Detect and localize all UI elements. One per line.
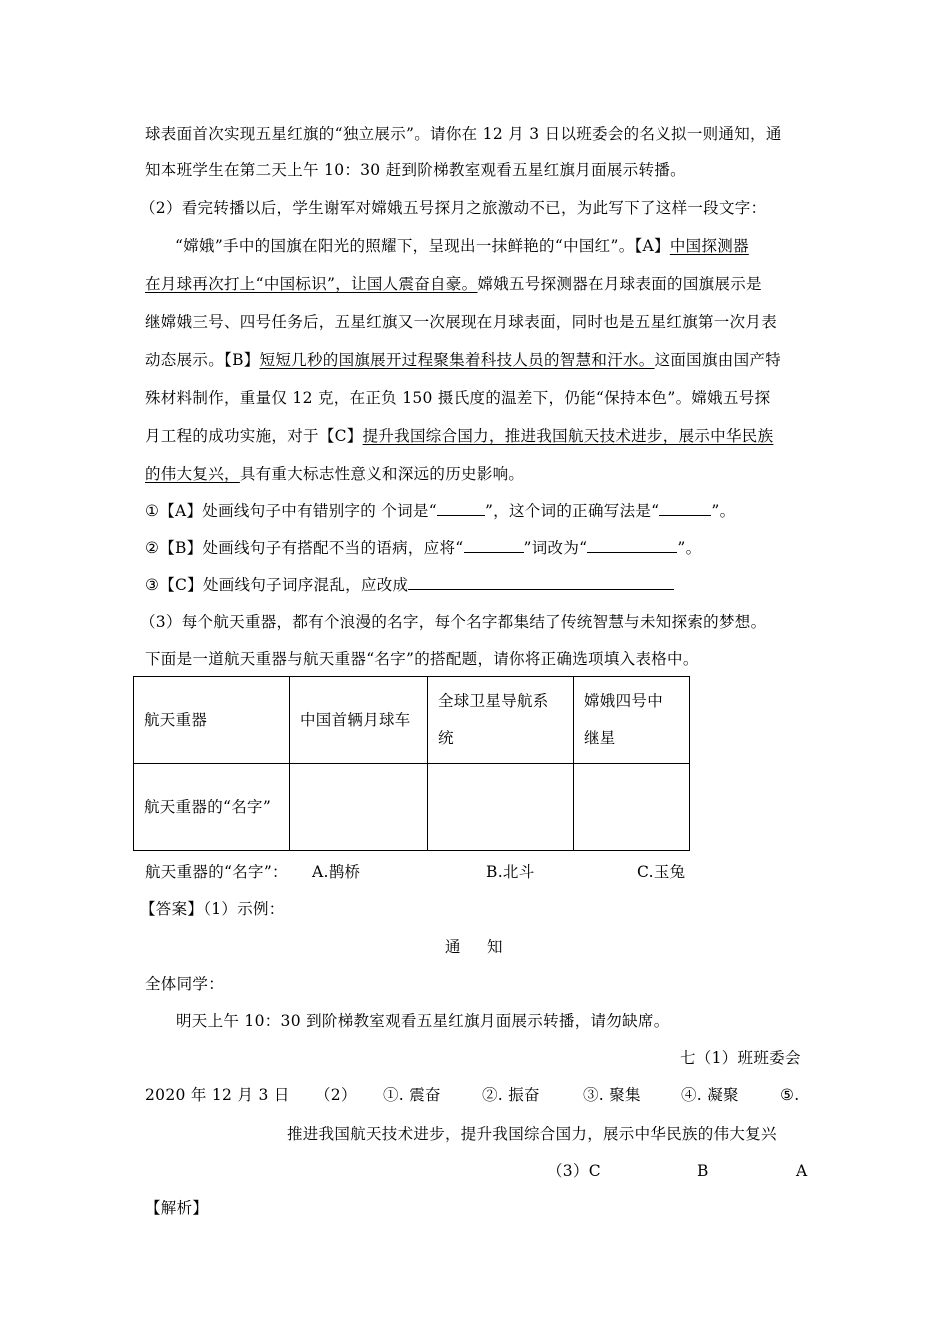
cell-line: 全球卫星导航系 xyxy=(438,692,549,710)
sub1-text: ”。 xyxy=(711,502,736,520)
q2-passage-line-5: 殊材料制作，重量仅 12 克，在正负 150 摄氏度的温差下，仍能“保持本色”。嫦娥五号探 xyxy=(145,389,771,407)
cell-line: 统 xyxy=(438,729,454,747)
answer-item-4: ④. 凝聚 xyxy=(681,1086,739,1104)
option-b: B.北斗 xyxy=(486,863,535,881)
table-cell: 航天重器 xyxy=(134,677,290,764)
q2-answer-label: （2） xyxy=(315,1086,357,1104)
q3-answer-c: （3）C xyxy=(547,1162,601,1180)
notice-title-1: 通 xyxy=(445,938,461,956)
q3-line-1: （3）每个航天重器，都有个浪漫的名字，每个名字都集结了传统智慧与未知探索的梦想。 xyxy=(140,613,767,631)
q2-passage-text: 动态展示。 xyxy=(145,351,225,369)
intro-line-2: 知本班学生在第二天上午 10：30 赶到阶梯教室观看五星红旗月面展示转播。 xyxy=(145,161,686,179)
q2-passage-text: 具有重大标志性意义和深远的历史影响。 xyxy=(239,465,525,483)
underline-b: 短短几秒的国旗展开过程聚集着科技人员的智慧和汗水。 xyxy=(259,351,655,369)
answer-blank[interactable] xyxy=(408,575,674,590)
underline-c-part2: 的伟大复兴， xyxy=(145,465,240,483)
q2-sub-question-1 xyxy=(145,501,735,521)
table-cell: 航天重器的“名字” xyxy=(134,764,290,851)
underline-a-part2: 在月球再次打上“中国标识”，让国人震奋自豪。 xyxy=(145,275,478,293)
sub1-text: ①【A】处画线句子中有错别字的 个词是“ xyxy=(145,502,437,520)
q2-passage-text: “嫦娥”手中的国旗在阳光的照耀下，呈现出一抹鲜艳的“中国红”。 xyxy=(175,237,635,255)
answer-blank[interactable] xyxy=(587,538,677,553)
q2-sub-question-3 xyxy=(145,575,674,595)
q2-prompt: （2）看完转播以后，学生谢军对嫦娥五号探月之旅激动不已，为此写下了这样一段文字： xyxy=(140,199,767,217)
answer-item-1: ①. 震奋 xyxy=(383,1086,441,1104)
q3-answer-b: B xyxy=(697,1162,709,1180)
cell-line: 嫦娥四号中 xyxy=(584,692,664,710)
q2-passage-line-7 xyxy=(145,464,524,484)
analysis-heading: 【解析】 xyxy=(145,1199,209,1217)
underline-c-part1: 提升我国综合国力，推进我国航天技术进步，展示中华民族 xyxy=(362,427,774,445)
sub3-text: ③【C】处画线句子词序混乱，应改成 xyxy=(145,576,409,594)
answer-item-5: ⑤. xyxy=(780,1086,800,1104)
answer-blank[interactable] xyxy=(659,501,711,516)
q2-passage-line-6 xyxy=(145,426,773,446)
q2-passage-text: 这面国旗由国产特 xyxy=(654,351,781,369)
q2-passage-text: 月工程的成功实施，对于 xyxy=(145,427,319,445)
answer-cell[interactable] xyxy=(290,764,428,851)
option-c: C.玉兔 xyxy=(637,863,686,881)
notice-body: 明天上午 10：30 到阶梯教室观看五星红旗月面展示转播，请勿缺席。 xyxy=(176,1012,670,1030)
answer-item-3: ③. 聚集 xyxy=(583,1086,641,1104)
q2-passage-line-4 xyxy=(145,350,781,370)
table-cell xyxy=(574,677,690,764)
option-a: A.鹊桥 xyxy=(312,863,361,881)
underline-a-part1: 中国探测器 xyxy=(669,237,749,255)
notice-date: 2020 年 12 月 3 日 xyxy=(145,1086,290,1104)
q2-passage-text: 嫦娥五号探测器在月球表面的国旗展示是 xyxy=(477,275,762,293)
notice-title-2: 知 xyxy=(487,938,503,956)
notice-salutation: 全体同学： xyxy=(145,975,225,993)
answer-item-2: ②. 振奋 xyxy=(482,1086,540,1104)
tag-c: 【C】 xyxy=(318,427,363,445)
sub2-text: ②【B】处画线句子有搭配不当的语病，应将“ xyxy=(145,539,464,557)
answer-cell[interactable] xyxy=(574,764,690,851)
sub2-text: ”词改为“ xyxy=(523,539,588,557)
matching-table xyxy=(133,676,690,851)
answer-item-5-text: 推进我国航天技术进步，提升我国综合国力，展示中华民族的伟大复兴 xyxy=(287,1125,777,1143)
q2-passage-line-3: 继嫦娥三号、四号任务后，五星红旗又一次展现在月球表面，同时也是五星红旗第一次月表 xyxy=(145,313,778,331)
q3-answer-a: A xyxy=(796,1162,808,1180)
intro-line-1: 球表面首次实现五星红旗的“独立展示”。请你在 12 月 3 日以班委会的名义拟一则通知，通 xyxy=(145,125,782,143)
answer-heading: 【答案】（1）示例： xyxy=(140,900,285,918)
q2-sub-question-2 xyxy=(145,538,701,558)
answer-blank[interactable] xyxy=(464,538,524,553)
options-label: 航天重器的“名字”： xyxy=(145,863,288,881)
tag-b: 【B】 xyxy=(224,351,260,369)
q2-passage-line-1 xyxy=(175,236,749,256)
q3-line-2: 下面是一道航天重器与航天重器“名字”的搭配题，请你将正确选项填入表格中。 xyxy=(145,650,699,668)
answer-blank[interactable] xyxy=(437,501,485,516)
answer-cell[interactable] xyxy=(428,764,574,851)
sub2-text: ”。 xyxy=(677,539,702,557)
table-cell xyxy=(428,677,574,764)
table-cell: 中国首辆月球车 xyxy=(290,677,428,764)
cell-line: 继星 xyxy=(584,729,616,747)
sub1-text: ”，这个词的正确写法是“ xyxy=(484,502,660,520)
q2-passage-line-2 xyxy=(145,274,762,294)
table-row xyxy=(134,764,690,851)
notice-signer: 七（1）班班委会 xyxy=(680,1049,801,1067)
tag-a: 【A】 xyxy=(634,237,670,255)
table-row xyxy=(134,677,690,764)
